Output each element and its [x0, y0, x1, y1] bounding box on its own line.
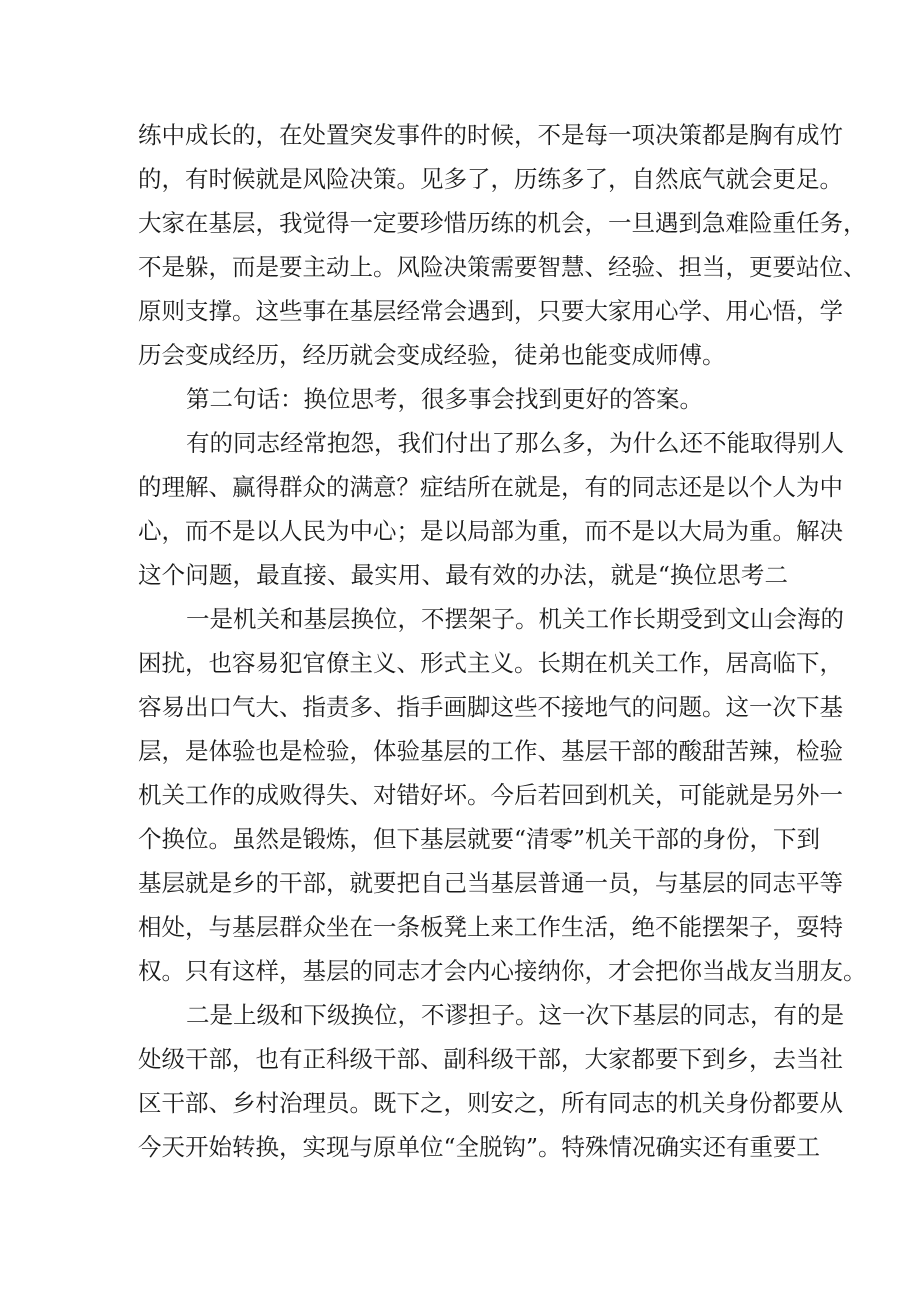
text-line: 不是躲，而是要主动上。风险决策需要智慧、经验、担当，更要站位、	[138, 253, 867, 281]
text-line: 处级干部，也有正科级干部、副科级干部，大家都要下到乡，去当社	[138, 1045, 843, 1073]
text-line: 二是上级和下级换位，不谬担子。这一次下基层的同志，有的是	[186, 1001, 844, 1029]
text-line: 的理解、赢得群众的满意？症结所在就是，有的同志还是以个人为中	[138, 473, 843, 501]
text-line: 基层就是乡的干部，就要把自己当基层普通一员，与基层的同志平等	[138, 869, 843, 897]
text-line: 层，是体验也是检验，体验基层的工作、基层干部的酸甜苦辣，检验	[138, 737, 843, 765]
text-line: 今天开始转换，实现与原单位“全脱钩”。特殊情况确实还有重要工	[138, 1133, 821, 1161]
text-line: 心，而不是以人民为中心；是以局部为重，而不是以大局为重。解决	[138, 517, 843, 545]
text-line: 这个问题，最直接、最实用、最有效的办法，就是“换位思考二	[138, 561, 788, 589]
text-line: 有的同志经常抱怨，我们付出了那么多，为什么还不能取得别人	[186, 429, 844, 457]
text-line: 困扰，也容易犯官僚主义、形式主义。长期在机关工作，居高临下，	[138, 649, 843, 677]
text-line: 原则支撑。这些事在基层经常会遇到，只要大家用心学、用心悟，学	[138, 297, 843, 325]
text-line: 权。只有这样，基层的同志才会内心接纳你，才会把你当战友当朋友。	[138, 957, 867, 985]
section-heading: 第二句话：换位思考，很多事会找到更好的答案。	[186, 385, 703, 413]
text-line: 相处，与基层群众坐在一条板凳上来工作生活，绝不能摆架子，耍特	[138, 913, 843, 941]
text-line: 的，有时候就是风险决策。见多了，历练多了，自然底气就会更足。	[138, 165, 843, 193]
text-line: 个换位。虽然是锻炼，但下基层就要“清零”机关干部的身份，下到	[138, 825, 821, 853]
text-line: 机关工作的成败得失、对错好坏。今后若回到机关，可能就是另外一	[138, 781, 843, 809]
text-line: 历会变成经历，经历就会变成经验，徒弟也能变成师傅。	[138, 341, 726, 369]
text-line: 容易出口气大、指责多、指手画脚这些不接地气的问题。这一次下基	[138, 693, 843, 721]
text-line: 大家在基层，我觉得一定要珍惜历练的机会，一旦遇到急难险重任务，	[138, 209, 867, 237]
text-line: 练中成长的，在处置突发事件的时候，不是每一项决策都是胸有成竹	[138, 121, 843, 149]
text-line: 一是机关和基层换位，不摆架子。机关工作长期受到文山会海的	[186, 605, 844, 633]
text-line: 区干部、乡村治理员。既下之，则安之，所有同志的机关身份都要从	[138, 1089, 843, 1117]
